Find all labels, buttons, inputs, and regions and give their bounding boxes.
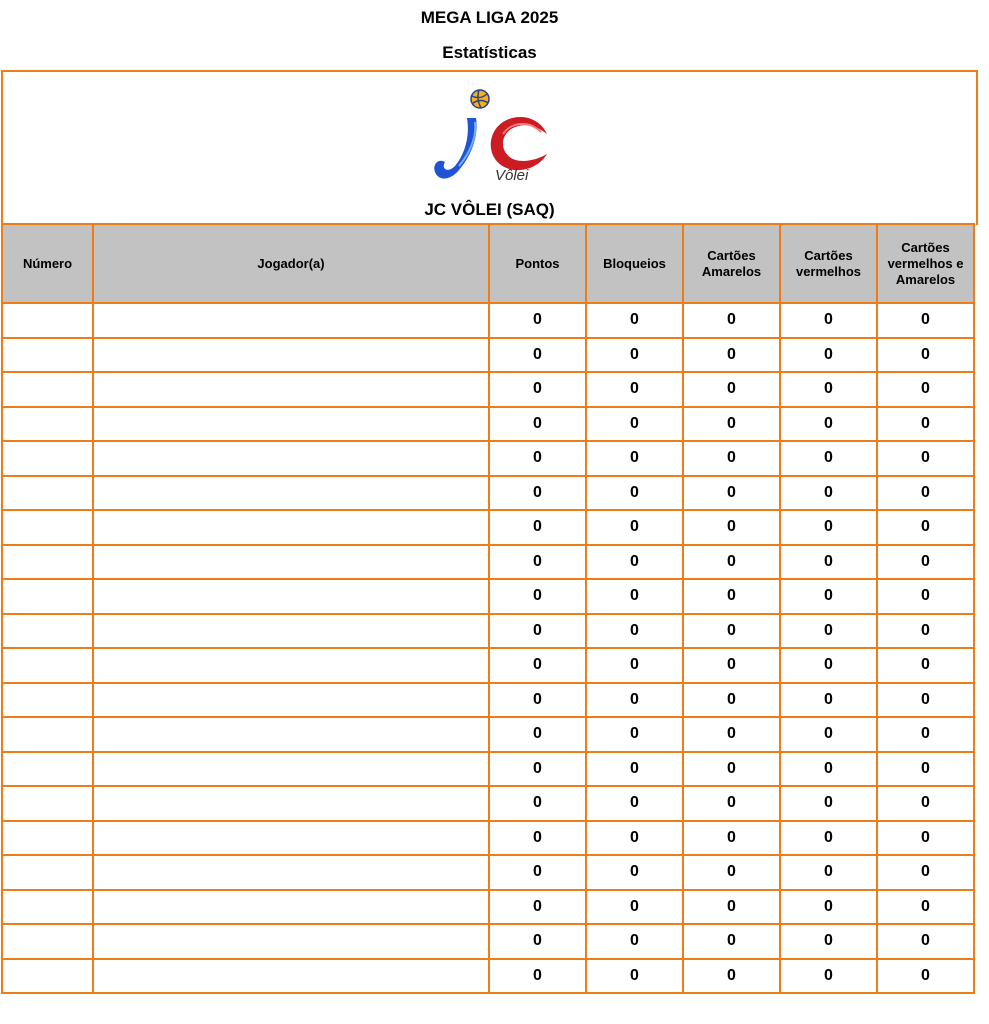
cell-bloqueios: 0 xyxy=(586,959,683,994)
cell-pontos: 0 xyxy=(489,407,586,442)
table-row xyxy=(2,683,974,718)
cell-pontos: 0 xyxy=(489,372,586,407)
cell-jogador xyxy=(93,372,489,407)
cell-bloqueios: 0 xyxy=(586,890,683,925)
table-row xyxy=(2,924,974,959)
cell-bloqueios: 0 xyxy=(586,924,683,959)
cell-bloqueios: 0 xyxy=(586,545,683,580)
table-row xyxy=(2,372,974,407)
cell-pontos: 0 xyxy=(489,476,586,511)
cell-cartoes-amarelos: 0 xyxy=(683,614,780,649)
cell-numero xyxy=(2,303,93,338)
cell-pontos: 0 xyxy=(489,338,586,373)
col-header-bloqueios: Bloqueios xyxy=(586,224,683,303)
cell-jogador xyxy=(93,614,489,649)
table-row xyxy=(2,717,974,752)
cell-bloqueios: 0 xyxy=(586,510,683,545)
cell-bloqueios: 0 xyxy=(586,407,683,442)
table-row xyxy=(2,855,974,890)
cell-bloqueios: 0 xyxy=(586,372,683,407)
table-row xyxy=(2,648,974,683)
cell-pontos: 0 xyxy=(489,683,586,718)
cell-cartoes-amarelos: 0 xyxy=(683,407,780,442)
cell-cartoes-amarelos: 0 xyxy=(683,786,780,821)
cell-numero xyxy=(2,510,93,545)
cell-jogador xyxy=(93,683,489,718)
cell-bloqueios: 0 xyxy=(586,476,683,511)
cell-jogador xyxy=(93,510,489,545)
cell-cartoes-amarelos: 0 xyxy=(683,303,780,338)
cell-cartoes-amarelos: 0 xyxy=(683,752,780,787)
cell-cartoes-vermelhos: 0 xyxy=(780,855,877,890)
cell-numero xyxy=(2,959,93,994)
table-row xyxy=(2,338,974,373)
cell-cartoes-amarelos: 0 xyxy=(683,683,780,718)
cell-cartoes-amarelos: 0 xyxy=(683,579,780,614)
table-row xyxy=(2,510,974,545)
cell-cartoes-vermelhos: 0 xyxy=(780,752,877,787)
cell-cartoes-vermelhos: 0 xyxy=(780,924,877,959)
cell-cartoes-vermelhos-amarelos: 0 xyxy=(877,510,974,545)
league-title: MEGA LIGA 2025 xyxy=(420,8,559,27)
cell-numero xyxy=(2,924,93,959)
table-row xyxy=(2,441,974,476)
team-name: JC VÔLEI (SAQ) xyxy=(424,200,555,219)
col-header-cartoes-amarelos: Cartões Amarelos xyxy=(683,224,780,303)
cell-cartoes-vermelhos: 0 xyxy=(780,372,877,407)
cell-jogador xyxy=(93,579,489,614)
cell-numero xyxy=(2,683,93,718)
cell-cartoes-amarelos: 0 xyxy=(683,717,780,752)
team-logo xyxy=(429,88,555,190)
cell-jogador xyxy=(93,890,489,925)
table-row xyxy=(2,476,974,511)
cell-jogador xyxy=(93,959,489,994)
cell-jogador xyxy=(93,303,489,338)
cell-jogador xyxy=(93,786,489,821)
cell-jogador xyxy=(93,338,489,373)
cell-cartoes-vermelhos-amarelos: 0 xyxy=(877,648,974,683)
cell-cartoes-vermelhos: 0 xyxy=(780,959,877,994)
page-subtitle: Estatísticas xyxy=(442,43,537,62)
cell-pontos: 0 xyxy=(489,545,586,580)
cell-cartoes-vermelhos: 0 xyxy=(780,717,877,752)
cell-jogador xyxy=(93,821,489,856)
cell-jogador xyxy=(93,545,489,580)
cell-pontos: 0 xyxy=(489,614,586,649)
cell-cartoes-vermelhos: 0 xyxy=(780,648,877,683)
table-row xyxy=(2,752,974,787)
cell-jogador xyxy=(93,407,489,442)
cell-bloqueios: 0 xyxy=(586,786,683,821)
stats-table xyxy=(1,223,975,994)
cell-cartoes-vermelhos-amarelos: 0 xyxy=(877,579,974,614)
cell-cartoes-vermelhos-amarelos: 0 xyxy=(877,476,974,511)
cell-numero xyxy=(2,890,93,925)
cell-cartoes-vermelhos-amarelos: 0 xyxy=(877,338,974,373)
cell-pontos: 0 xyxy=(489,648,586,683)
cell-cartoes-vermelhos: 0 xyxy=(780,338,877,373)
cell-cartoes-amarelos: 0 xyxy=(683,545,780,580)
cell-cartoes-amarelos: 0 xyxy=(683,821,780,856)
cell-cartoes-amarelos: 0 xyxy=(683,924,780,959)
table-row xyxy=(2,303,974,338)
cell-pontos: 0 xyxy=(489,303,586,338)
cell-cartoes-amarelos: 0 xyxy=(683,372,780,407)
cell-cartoes-vermelhos-amarelos: 0 xyxy=(877,407,974,442)
cell-bloqueios: 0 xyxy=(586,717,683,752)
cell-cartoes-amarelos: 0 xyxy=(683,510,780,545)
cell-pontos: 0 xyxy=(489,855,586,890)
cell-cartoes-vermelhos-amarelos: 0 xyxy=(877,441,974,476)
cell-numero xyxy=(2,476,93,511)
col-header-pontos: Pontos xyxy=(489,224,586,303)
cell-cartoes-vermelhos-amarelos: 0 xyxy=(877,786,974,821)
cell-cartoes-vermelhos: 0 xyxy=(780,579,877,614)
cell-cartoes-vermelhos-amarelos: 0 xyxy=(877,855,974,890)
table-row xyxy=(2,545,974,580)
cell-cartoes-vermelhos: 0 xyxy=(780,476,877,511)
cell-numero xyxy=(2,786,93,821)
logo-text: Vôlei xyxy=(495,167,529,184)
table-row xyxy=(2,614,974,649)
table-row xyxy=(2,890,974,925)
cell-pontos: 0 xyxy=(489,786,586,821)
cell-cartoes-amarelos: 0 xyxy=(683,855,780,890)
cell-cartoes-vermelhos: 0 xyxy=(780,407,877,442)
cell-jogador xyxy=(93,648,489,683)
cell-cartoes-vermelhos-amarelos: 0 xyxy=(877,717,974,752)
cell-bloqueios: 0 xyxy=(586,752,683,787)
volleyball-icon xyxy=(471,90,489,108)
col-header-numero: Número xyxy=(2,224,93,303)
cell-cartoes-amarelos: 0 xyxy=(683,890,780,925)
cell-cartoes-vermelhos-amarelos: 0 xyxy=(877,545,974,580)
cell-cartoes-amarelos: 0 xyxy=(683,648,780,683)
cell-pontos: 0 xyxy=(489,959,586,994)
cell-cartoes-vermelhos: 0 xyxy=(780,683,877,718)
cell-pontos: 0 xyxy=(489,510,586,545)
cell-bloqueios: 0 xyxy=(586,441,683,476)
cell-bloqueios: 0 xyxy=(586,303,683,338)
cell-jogador xyxy=(93,855,489,890)
cell-cartoes-vermelhos-amarelos: 0 xyxy=(877,821,974,856)
cell-cartoes-vermelhos: 0 xyxy=(780,303,877,338)
cell-cartoes-vermelhos: 0 xyxy=(780,786,877,821)
cell-bloqueios: 0 xyxy=(586,338,683,373)
cell-numero xyxy=(2,338,93,373)
cell-cartoes-vermelhos-amarelos: 0 xyxy=(877,303,974,338)
cell-cartoes-vermelhos-amarelos: 0 xyxy=(877,752,974,787)
cell-numero xyxy=(2,441,93,476)
cell-cartoes-vermelhos-amarelos: 0 xyxy=(877,959,974,994)
cell-cartoes-amarelos: 0 xyxy=(683,959,780,994)
cell-cartoes-vermelhos: 0 xyxy=(780,890,877,925)
col-header-cartoes-vermelhos: Cartões vermelhos xyxy=(780,224,877,303)
cell-cartoes-vermelhos: 0 xyxy=(780,821,877,856)
team-header-panel xyxy=(1,70,978,225)
cell-jogador xyxy=(93,441,489,476)
table-row xyxy=(2,959,974,994)
cell-cartoes-amarelos: 0 xyxy=(683,441,780,476)
cell-pontos: 0 xyxy=(489,924,586,959)
cell-pontos: 0 xyxy=(489,441,586,476)
cell-numero xyxy=(2,407,93,442)
cell-numero xyxy=(2,372,93,407)
cell-jogador xyxy=(93,924,489,959)
cell-cartoes-amarelos: 0 xyxy=(683,476,780,511)
cell-cartoes-vermelhos-amarelos: 0 xyxy=(877,683,974,718)
cell-cartoes-vermelhos: 0 xyxy=(780,510,877,545)
cell-numero xyxy=(2,545,93,580)
cell-bloqueios: 0 xyxy=(586,821,683,856)
cell-bloqueios: 0 xyxy=(586,855,683,890)
cell-cartoes-amarelos: 0 xyxy=(683,338,780,373)
cell-numero xyxy=(2,648,93,683)
cell-pontos: 0 xyxy=(489,821,586,856)
cell-numero xyxy=(2,717,93,752)
cell-numero xyxy=(2,614,93,649)
table-row xyxy=(2,786,974,821)
cell-cartoes-vermelhos: 0 xyxy=(780,441,877,476)
table-row xyxy=(2,579,974,614)
cell-bloqueios: 0 xyxy=(586,614,683,649)
cell-cartoes-vermelhos: 0 xyxy=(780,614,877,649)
cell-bloqueios: 0 xyxy=(586,648,683,683)
cell-numero xyxy=(2,579,93,614)
col-header-jogador: Jogador(a) xyxy=(93,224,489,303)
table-header-row xyxy=(2,224,974,303)
cell-cartoes-vermelhos-amarelos: 0 xyxy=(877,924,974,959)
cell-pontos: 0 xyxy=(489,890,586,925)
cell-numero xyxy=(2,821,93,856)
table-row xyxy=(2,407,974,442)
cell-pontos: 0 xyxy=(489,717,586,752)
cell-jogador xyxy=(93,752,489,787)
cell-numero xyxy=(2,752,93,787)
cell-bloqueios: 0 xyxy=(586,683,683,718)
table-row xyxy=(2,821,974,856)
cell-pontos: 0 xyxy=(489,752,586,787)
cell-bloqueios: 0 xyxy=(586,579,683,614)
cell-pontos: 0 xyxy=(489,579,586,614)
cell-cartoes-vermelhos-amarelos: 0 xyxy=(877,614,974,649)
cell-jogador xyxy=(93,717,489,752)
col-header-cartoes-vermelhos-amarelos: Cartões vermelhos e Amarelos xyxy=(877,224,974,303)
cell-numero xyxy=(2,855,93,890)
cell-cartoes-vermelhos: 0 xyxy=(780,545,877,580)
cell-jogador xyxy=(93,476,489,511)
cell-cartoes-vermelhos-amarelos: 0 xyxy=(877,890,974,925)
cell-cartoes-vermelhos-amarelos: 0 xyxy=(877,372,974,407)
